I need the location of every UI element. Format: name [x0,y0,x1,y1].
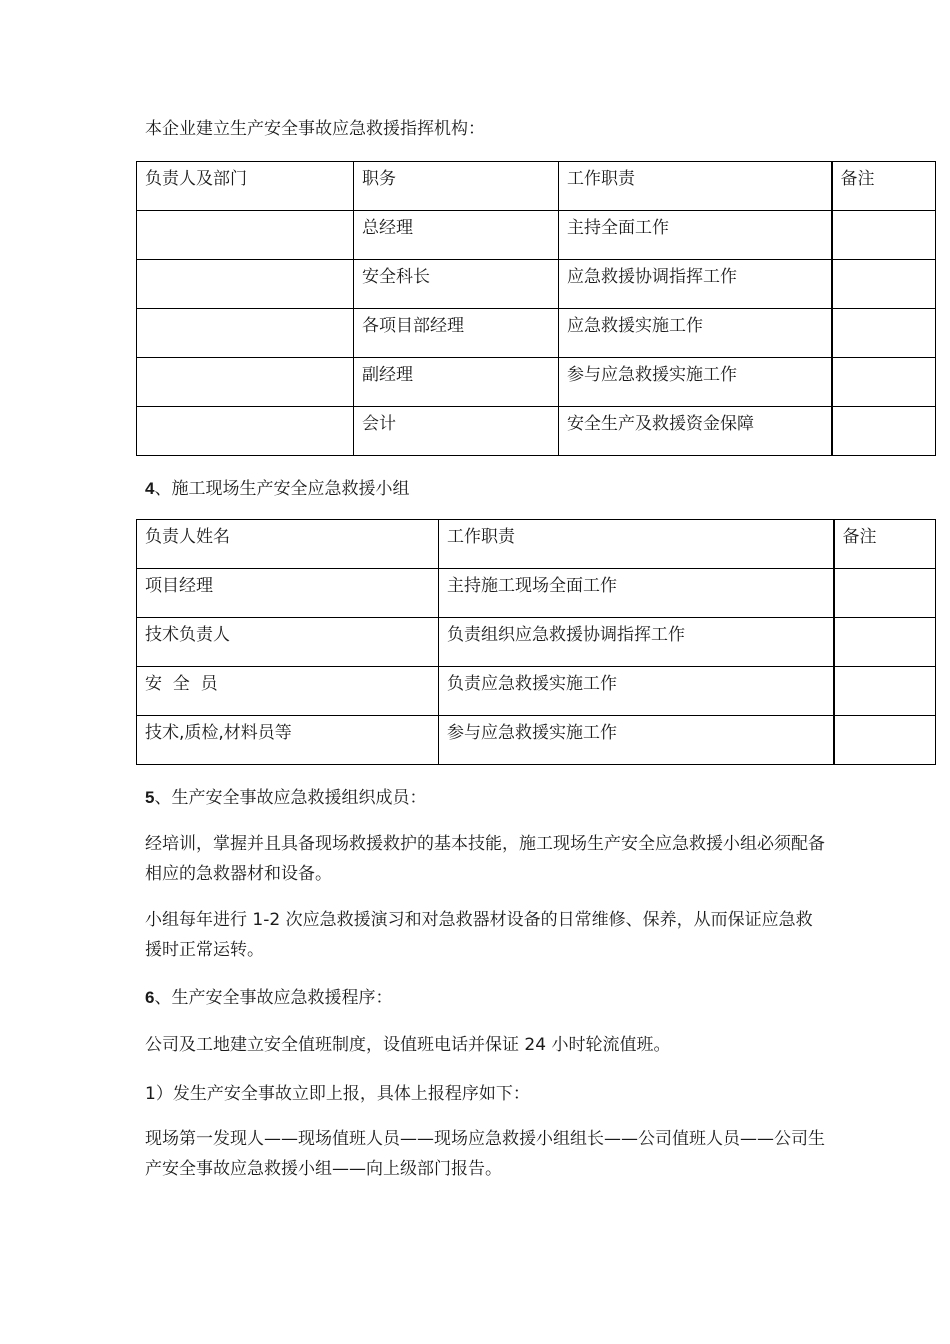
command-structure-table [136,161,936,456]
team-table-cell [834,618,936,667]
section-6-paragraph-3: 现场第一发现人——现场值班人员——现场应急救援小组组长——公司值班人员——公司生产安全事故应急救援小组——向上级部门报告。 [145,1129,825,1179]
team-table-cell: 负责组织应急救援协调指挥工作 [439,618,834,667]
team-table-cell: 技术,质检,材料员等 [137,716,439,765]
team-table-cell [834,716,936,765]
org-table-cell: 会计 [354,407,559,456]
rescue-team-table [136,519,936,765]
team-table-cell [834,569,936,618]
team-table-row [137,618,936,667]
team-table-cell: 安 全 员 [137,667,439,716]
team-table-cell: 技术负责人 [137,618,439,667]
intro-text: 本企业建立生产安全事故应急救援指挥机构： [145,119,485,139]
team-table-cell: 工作职责 [439,520,834,569]
team-table-row [137,569,936,618]
team-table-header-row [137,520,936,569]
org-table-cell [832,260,936,309]
section-4-number: 4 [145,479,155,498]
section-5-paragraph-1: 经培训，掌握并且具备现场救援救护的基本技能，施工现场生产安全应急救援小组必须配备相应的急救器材和设备。 [145,834,825,884]
team-table-row [137,716,936,765]
org-table-row [137,309,936,358]
section-5-title: 、生产安全事故应急救援组织成员： [154,788,427,808]
team-table-cell: 参与应急救援实施工作 [439,716,834,765]
org-table-cell: 备注 [832,162,936,211]
org-table-row [137,358,936,407]
org-table-cell [137,407,354,456]
org-table-cell [832,211,936,260]
section-4-heading [145,477,409,501]
org-table-cell [137,309,354,358]
team-table-cell: 主持施工现场全面工作 [439,569,834,618]
org-table-cell: 主持全面工作 [559,211,832,260]
org-table-cell: 总经理 [354,211,559,260]
team-table-cell: 项目经理 [137,569,439,618]
section-6-number: 6 [145,988,155,1007]
org-table-cell [832,358,936,407]
org-table-cell: 职务 [354,162,559,211]
org-table-row [137,407,936,456]
section-5-paragraph-2: 小组每年进行 1-2 次应急救援演习和对急救器材设备的日常维修、保养，从而保证应急救援时正常运转。 [145,910,813,960]
section-5-number: 5 [145,788,155,807]
org-table-cell: 工作职责 [559,162,832,211]
org-table-cell: 参与应急救援实施工作 [559,358,832,407]
section-5-heading [145,786,426,810]
org-table-cell: 安全生产及救援资金保障 [559,407,832,456]
org-table-cell [137,211,354,260]
team-table-row [137,667,936,716]
org-table-cell: 应急救援协调指挥工作 [559,260,832,309]
section-6-heading [145,986,392,1010]
org-table-row [137,260,936,309]
team-table-cell: 备注 [834,520,936,569]
org-table-cell: 安全科长 [354,260,559,309]
org-table-cell: 应急救援实施工作 [559,309,832,358]
org-table-cell [137,260,354,309]
org-table-cell [137,358,354,407]
team-table-cell [834,667,936,716]
section-6-paragraph-1: 公司及工地建立安全值班制度，设值班电话并保证 24 小时轮流值班。 [145,1035,671,1055]
org-table-header-row [137,162,936,211]
org-table-cell [832,309,936,358]
section-4-title: 、施工现场生产安全应急救援小组 [154,479,410,499]
org-table-cell: 副经理 [354,358,559,407]
org-table-cell: 负责人及部门 [137,162,354,211]
section-6-title: 、生产安全事故应急救援程序： [154,988,393,1008]
section-6-paragraph-2: 1）发生产安全事故立即上报，具体上报程序如下： [145,1084,530,1104]
team-table-cell: 负责人姓名 [137,520,439,569]
org-table-cell: 各项目部经理 [354,309,559,358]
team-table-cell: 负责应急救援实施工作 [439,667,834,716]
org-table-cell [832,407,936,456]
org-table-row [137,211,936,260]
